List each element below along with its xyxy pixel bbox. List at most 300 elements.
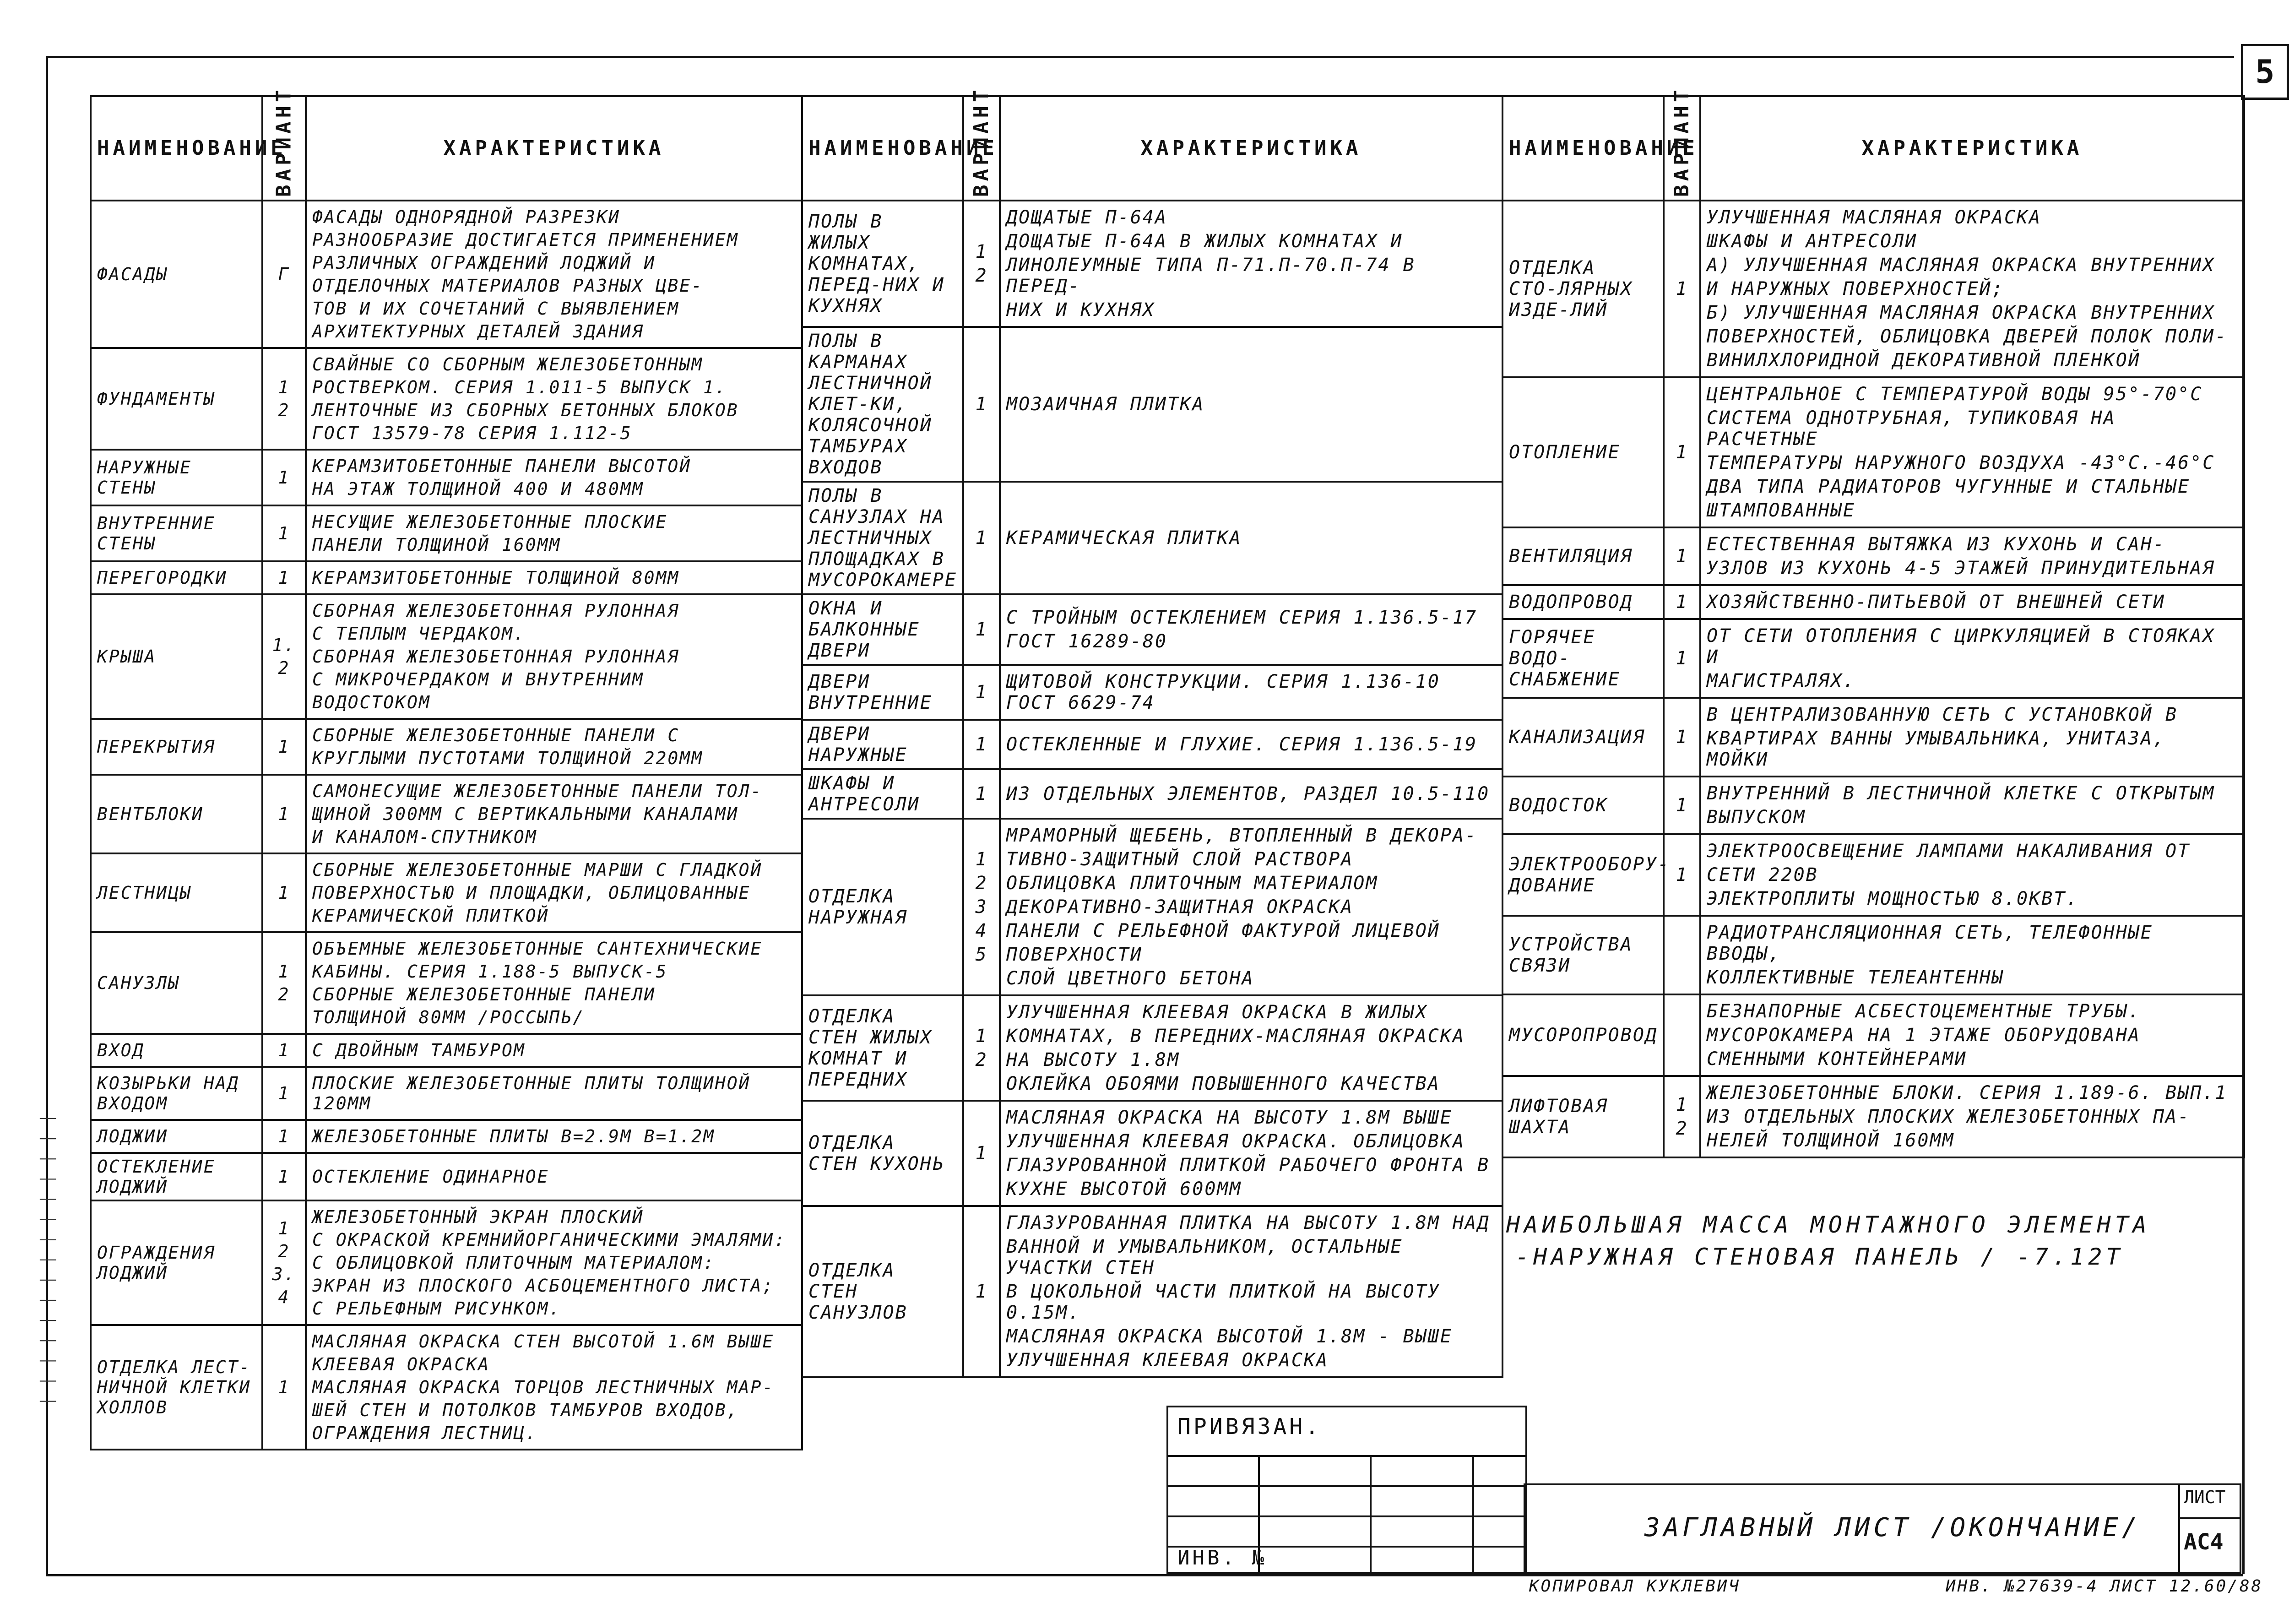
row-name: ВОДОПРОВОД [1502, 585, 1664, 619]
variant-value: 1 [1676, 795, 1688, 816]
row-name: ЛЕСТНИЦЫ [91, 853, 262, 932]
characteristic-line: САМОНЕСУЩИЕ ЖЕЛЕЗОБЕТОННЫЕ ПАНЕЛИ ТОЛ- [312, 781, 763, 801]
characteristic-line: УЛУЧШЕННАЯ КЛЕЕВАЯ ОКРАСКА В ЖИЛЫХ [1006, 1002, 1428, 1023]
characteristic-line: ВЫПУСКОМ [1707, 807, 1806, 828]
characteristic-line: ГОСТ 13579-78 СЕРИЯ 1.112-5 [312, 423, 632, 443]
characteristic-line: РАДИОТРАНСЛЯЦИОННАЯ СЕТЬ, ТЕЛЕФОННЫЕ ВВОДЫ, [1707, 922, 2153, 964]
characteristic-line: КУХНЕ ВЫСОТОЙ 600ММ [1006, 1179, 1242, 1200]
characteristic-line: СБОРНАЯ ЖЕЛЕЗОБЕТОННАЯ РУЛОННАЯ [312, 646, 680, 667]
variant-value: 1 [1676, 442, 1688, 463]
frame-bottom-line [46, 1574, 2243, 1576]
characteristic-line: СЛОЙ ЦВЕТНОГО БЕТОНА [1006, 968, 1254, 989]
title-block [1524, 1483, 2241, 1574]
row-variant [1664, 916, 1700, 994]
variant-value: 1 [1676, 278, 1688, 299]
characteristic-line: ВИНИЛХЛОРИДНОЙ ДЕКОРАТИВНОЙ ПЛЕНКОЙ [1707, 350, 2141, 371]
row-variant [1664, 377, 1700, 527]
row-variant [963, 482, 1000, 594]
characteristic-line: ЭКРАН ИЗ ПЛОСКОГО АСБОЦЕМЕНТНОГО ЛИСТА; [312, 1276, 775, 1296]
row-variant [963, 1206, 1000, 1377]
characteristic-line: ФАСАДЫ ОДНОРЯДНОЙ РАЗРЕЗКИ [312, 207, 620, 227]
table-row [1502, 994, 2244, 1076]
variant-value: 1 [975, 682, 988, 703]
header-variant: ВАРИАНТ [262, 96, 306, 201]
characteristic-line: КАБИНЫ. СЕРИЯ 1.188-5 ВЫПУСК-5 [312, 961, 668, 982]
row-variant [1664, 619, 1700, 698]
row-variant [963, 819, 1000, 995]
characteristic-line: СМЕННЫМИ КОНТЕЙНЕРАМИ [1707, 1048, 1967, 1070]
characteristic-line: И КАНАЛОМ-СПУТНИКОМ [312, 827, 537, 847]
row-characteristic [306, 853, 802, 932]
row-characteristic [306, 932, 802, 1034]
characteristic-line: ОСТЕКЛЕННЫЕ И ГЛУХИЕ. СЕРИЯ 1.136.5-19 [1006, 734, 1478, 755]
row-name: ВНУТРЕННИЕ СТЕНЫ [91, 505, 262, 561]
table-body [802, 201, 1502, 1377]
characteristic-line: МРАМОРНЫЙ ЩЕБЕНЬ, ВТОПЛЕННЫЙ В ДЕКОРА- [1006, 825, 1478, 846]
row-name: ФАСАДЫ [91, 201, 262, 348]
characteristic-line: МАСЛЯНАЯ ОКРАСКА СТЕН ВЫСОТОЙ 1.6М ВЫШЕ [312, 1331, 775, 1352]
table-row [1502, 916, 2244, 994]
row-characteristic [306, 348, 802, 450]
characteristic-line: С ОБЛИЦОВКОЙ ПЛИТОЧНЫМ МАТЕРИАЛОМ: [312, 1253, 715, 1273]
variant-value: 1 [1676, 592, 1688, 613]
characteristic-line: ЦЕНТРАЛЬНОЕ С ТЕМПЕРАТУРОЙ ВОДЫ 95°-70°С [1707, 384, 2203, 405]
row-characteristic [306, 775, 802, 853]
characteristic-line: СБОРНЫЕ ЖЕЛЕЗОБЕТОННЫЕ ПАНЕЛИ [312, 984, 656, 1005]
table-row [91, 594, 802, 719]
row-variant [963, 720, 1000, 769]
characteristic-line: МУСОРОКАМЕРА НА 1 ЭТАЖЕ ОБОРУДОВАНА [1707, 1025, 2141, 1046]
variant-value: 2 [975, 873, 988, 894]
stamp-grid-line [1168, 1485, 1525, 1487]
characteristic-line: НЕЛЕЙ ТОЛЩИНОЙ 160ММ [1707, 1130, 1955, 1151]
table-row [91, 348, 802, 450]
table-row [1502, 698, 2244, 777]
characteristic-line: ЛИНОЛЕУМНЫЕ ТИПА П-71.П-70.П-74 В ПЕРЕД- [1006, 255, 1416, 297]
stamp-title: ПРИВЯЗАН. [1177, 1414, 1322, 1439]
characteristic-line: ТОВ И ИХ СОЧЕТАНИЙ С ВЫЯВЛЕНИЕМ [312, 299, 680, 319]
row-name: КРЫША [91, 594, 262, 719]
row-characteristic [306, 719, 802, 775]
row-variant [1664, 777, 1700, 834]
stamp-inventory: ИНВ. № [1177, 1546, 1267, 1570]
spec-table-2 [801, 86, 1503, 1378]
characteristic-line: ЕСТЕСТВЕННАЯ ВЫТЯЖКА ИЗ КУХОНЬ И САН- [1707, 534, 2166, 555]
characteristic-line: АРХИТЕКТУРНЫХ ДЕТАЛЕЙ ЗДАНИЯ [312, 321, 644, 342]
characteristic-line: МАГИСТРАЛЯХ. [1707, 670, 1855, 691]
variant-value: 1 [1676, 546, 1688, 567]
characteristic-line: ПАНЕЛИ С РЕЛЬЕФНОЙ ФАКТУРОЙ ЛИЦЕВОЙ [1006, 920, 1440, 941]
characteristic-line: ЩИТОВОЙ КОНСТРУКЦИИ. СЕРИЯ 1.136-10 ГОСТ 6629-74 [1006, 671, 1440, 713]
row-characteristic [306, 594, 802, 719]
characteristic-line: ЭЛЕКТРОПЛИТЫ МОЩНОСТЬЮ 8.0КВТ. [1707, 888, 2079, 909]
row-variant [262, 505, 306, 561]
row-variant [1664, 994, 1700, 1076]
characteristic-line: ОТ СЕТИ ОТОПЛЕНИЯ С ЦИРКУЛЯЦИЕЙ В СТОЯКАХ И [1707, 625, 2215, 668]
characteristic-line: ПОВЕРХНОСТЕЙ, ОБЛИЦОВКА ДВЕРЕЙ ПОЛОК ПОЛИ- [1707, 326, 2228, 347]
variant-value: 1 [278, 523, 290, 543]
characteristic-line: РОСТВЕРКОМ. СЕРИЯ 1.011-5 ВЫПУСК 1. [312, 377, 727, 397]
row-characteristic [1000, 327, 1502, 482]
variant-value: 1 [278, 737, 290, 757]
variant-value: 1 [975, 394, 988, 415]
variant-value: 1 [1676, 1094, 1688, 1115]
characteristic-line: СБОРНЫЕ ЖЕЛЕЗОБЕТОННЫЕ МАРШИ С ГЛАДКОЙ [312, 860, 763, 880]
characteristic-line: КЛЕЕВАЯ ОКРАСКА [312, 1354, 490, 1374]
row-characteristic [1000, 819, 1502, 995]
variant-value: 1 [1676, 648, 1688, 669]
characteristic-line: ОБЪЕМНЫЕ ЖЕЛЕЗОБЕТОННЫЕ САНТЕХНИЧЕСКИЕ [312, 939, 763, 959]
characteristic-line: ДОЩАТЫЕ П-64А В ЖИЛЫХ КОМНАТАХ И [1006, 231, 1403, 252]
row-characteristic [306, 1034, 802, 1067]
characteristic-line: ЖЕЛЕЗОБЕТОННЫЕ БЛОКИ. СЕРИЯ 1.189-6. ВЫП.1 [1707, 1082, 2228, 1103]
characteristic-line: УЛУЧШЕННАЯ КЛЕЕВАЯ ОКРАСКА [1006, 1350, 1329, 1371]
variant-value: 1 [278, 1218, 290, 1238]
row-variant [963, 769, 1000, 819]
row-variant [963, 327, 1000, 482]
row-variant [1664, 1076, 1700, 1157]
characteristic-line: НА ВЫСОТУ 1.8М [1006, 1049, 1180, 1070]
table-row [91, 1153, 802, 1200]
variant-value: 1 [278, 377, 290, 397]
characteristic-line: СВАЙНЫЕ СО СБОРНЫМ ЖЕЛЕЗОБЕТОННЫМ [312, 354, 703, 375]
row-characteristic [306, 1325, 802, 1450]
sheet-code-cell [2178, 1485, 2240, 1572]
variant-value: 1 [278, 467, 290, 488]
table-row [91, 1120, 802, 1153]
row-name: ВЕНТБЛОКИ [91, 775, 262, 853]
row-variant [963, 594, 1000, 665]
header-characteristic: ХАРАКТЕРИСТИКА [1000, 96, 1502, 201]
characteristic-line: ДЕКОРАТИВНО-ЗАЩИТНАЯ ОКРАСКА [1006, 896, 1354, 918]
row-variant [963, 201, 1000, 327]
characteristic-line: СИСТЕМА ОДНОТРУБНАЯ, ТУПИКОВАЯ НА РАСЧЕТНЫЕ [1707, 407, 2116, 450]
table-row [91, 505, 802, 561]
characteristic-line: ТЕМПЕРАТУРЫ НАРУЖНОГО ВОЗДУХА -43°С.-46°С [1707, 452, 2215, 473]
characteristic-line: ТИВНО-ЗАЩИТНЫЙ СЛОЙ РАСТВОРА [1006, 849, 1354, 870]
row-variant [1664, 201, 1700, 377]
row-characteristic [1700, 834, 2244, 916]
row-characteristic [306, 450, 802, 505]
row-variant [262, 775, 306, 853]
variant-value: 2 [278, 400, 290, 420]
row-variant [1664, 834, 1700, 916]
row-characteristic [306, 1153, 802, 1200]
variant-value: 1 [278, 961, 290, 982]
row-characteristic [306, 201, 802, 348]
stamp-grid-line [1370, 1455, 1372, 1572]
variant-value: 2 [975, 265, 988, 286]
row-characteristic [1700, 201, 2244, 377]
table-row [802, 1101, 1502, 1206]
row-name: ЭЛЕКТРООБОРУ-ДОВАНИЕ [1502, 834, 1664, 916]
characteristic-line: С ОКРАСКОЙ КРЕМНИЙОРГАНИЧЕСКИМИ ЭМАЛЯМИ: [312, 1230, 787, 1250]
row-name: ОСТЕКЛЕНИЕ ЛОДЖИЙ [91, 1153, 262, 1200]
row-name: ПОЛЫ В ЖИЛЫХ КОМНАТАХ, ПЕРЕД-НИХ И КУХНЯХ [802, 201, 963, 327]
row-name: ОТДЕЛКА ЛЕСТ-НИЧНОЙ КЛЕТКИ ХОЛЛОВ [91, 1325, 262, 1450]
table-row [1502, 834, 2244, 916]
table-row [802, 769, 1502, 819]
row-variant [1664, 527, 1700, 585]
characteristic-line: С ТЕПЛЫМ ЧЕРДАКОМ. [312, 624, 526, 644]
note-line-1: НАИБОЛЬШАЯ МАССА МОНТАЖНОГО ЭЛЕМЕНТА [1506, 1211, 2151, 1238]
characteristic-line: ПАНЕЛИ ТОЛЩИНОЙ 160ММ [312, 535, 561, 555]
characteristic-line: ЖЕЛЕЗОБЕТОННЫЕ ПЛИТЫ В=2.9М В=1.2М [312, 1126, 715, 1146]
characteristic-line: ОТДЕЛОЧНЫХ МАТЕРИАЛОВ РАЗНЫХ ЦВЕ- [312, 276, 703, 296]
row-characteristic [1700, 994, 2244, 1076]
frame-top-line [46, 56, 2234, 58]
row-characteristic [306, 505, 802, 561]
characteristic-line: УЛУЧШЕННАЯ КЛЕЕВАЯ ОКРАСКА. ОБЛИЦОВКА [1006, 1131, 1465, 1152]
characteristic-line: СЕТИ 220В [1707, 864, 1818, 885]
table-row [91, 450, 802, 505]
row-characteristic [306, 1067, 802, 1120]
characteristic-line: КОМНАТАХ, В ПЕРЕДНИХ-МАСЛЯНАЯ ОКРАСКА [1006, 1026, 1465, 1047]
characteristic-line: ШЕЙ СТЕН И ПОТОЛКОВ ТАМБУРОВ ВХОДОВ, [312, 1400, 739, 1420]
row-variant [262, 1034, 306, 1067]
table-body [1502, 201, 2244, 1157]
variant-value: 1 [975, 734, 988, 755]
characteristic-line: РАЗЛИЧНЫХ ОГРАЖДЕНИЙ ЛОДЖИЙ И [312, 253, 656, 273]
row-variant [262, 594, 306, 719]
characteristic-line: КЕРАМИЧЕСКАЯ ПЛИТКА [1006, 527, 1242, 549]
characteristic-line: ОКЛЕЙКА ОБОЯМИ ПОВЫШЕННОГО КАЧЕСТВА [1006, 1073, 1440, 1094]
header-name: НАИМЕНОВАНИЕ [91, 96, 262, 201]
binding-stamp [1166, 1406, 1527, 1574]
table-row [1502, 527, 2244, 585]
variant-value: 1 [278, 883, 290, 903]
row-characteristic [1700, 527, 2244, 585]
note-line-2: -НАРУЖНАЯ СТЕНОВАЯ ПАНЕЛЬ / -7.12Т [1515, 1244, 2124, 1270]
table-row [91, 932, 802, 1034]
table-row [1502, 619, 2244, 698]
characteristic-line: В ЦЕНТРАЛИЗОВАННУЮ СЕТЬ С УСТАНОВКОЙ В [1707, 704, 2178, 725]
row-characteristic [1000, 720, 1502, 769]
row-name: КАНАЛИЗАЦИЯ [1502, 698, 1664, 777]
variant-value: 1 [975, 849, 988, 870]
row-variant [262, 1200, 306, 1325]
characteristic-line: ТОЛЩИНОЙ 80ММ /РОССЫПЬ/ [312, 1007, 585, 1027]
header-characteristic: ХАРАКТЕРИСТИКА [1700, 96, 2244, 201]
variant-value: Г [278, 264, 290, 284]
characteristic-line: В ЦОКОЛЬНОЙ ЧАСТИ ПЛИТКОЙ НА ВЫСОТУ 0.15М. [1006, 1281, 1440, 1323]
row-name: САНУЗЛЫ [91, 932, 262, 1034]
variant-value: 1 [1676, 727, 1688, 748]
row-name: ПОЛЫ В САНУЗЛАХ НА ЛЕСТНИЧНЫХ ПЛОЩАДКАХ В МУСОРОКАМЕРЕ [802, 482, 963, 594]
variant-value: 1 [278, 1167, 290, 1187]
header-characteristic: ХАРАКТЕРИСТИКА [306, 96, 802, 201]
row-name: ПОЛЫ В КАРМАНАХ ЛЕСТНИЧНОЙ КЛЕТ-КИ, КОЛЯСОЧНОЙ ТАМБУРАХ ВХОДОВ [802, 327, 963, 482]
table-row [802, 720, 1502, 769]
table-row [802, 995, 1502, 1101]
variant-value: 1 [278, 1040, 290, 1060]
header-name: НАИМЕНОВАНИЕ [802, 96, 963, 201]
characteristic-line: ЩИНОЙ 300ММ С ВЕРТИКАЛЬНЫМИ КАНАЛАМИ [312, 804, 739, 824]
heaviest-element-note [1506, 1209, 2151, 1273]
row-name: ШКАФЫ И АНТРЕСОЛИ [802, 769, 963, 819]
variant-value: 3. [272, 1264, 296, 1284]
characteristic-line: ПОВЕРХНОСТИ [1006, 944, 1143, 965]
row-name: ОГРАЖДЕНИЯ ЛОДЖИЙ [91, 1200, 262, 1325]
row-name: ВОДОСТОК [1502, 777, 1664, 834]
characteristic-line: С ДВОЙНЫМ ТАМБУРОМ [312, 1040, 526, 1060]
characteristic-line: ГОСТ 16289-80 [1006, 631, 1168, 652]
variant-value: 4 [975, 920, 988, 941]
characteristic-line: НА ЭТАЖ ТОЛЩИНОЙ 400 И 480ММ [312, 479, 644, 499]
characteristic-line: ЭЛЕКТРООСВЕЩЕНИЕ ЛАМПАМИ НАКАЛИВАНИЯ ОТ [1707, 841, 2191, 862]
variant-value: 1 [278, 568, 290, 588]
variant-value: 2 [278, 984, 290, 1005]
table-row [91, 853, 802, 932]
table-row [91, 1034, 802, 1067]
header-variant: ВАРИАНТ [963, 96, 1000, 201]
characteristic-line: С ТРОЙНЫМ ОСТЕКЛЕНИЕМ СЕРИЯ 1.136.5-17 [1006, 607, 1478, 628]
row-characteristic [1700, 1076, 2244, 1157]
characteristic-line: Б) УЛУЧШЕННАЯ МАСЛЯНАЯ ОКРАСКА ВНУТРЕННИХ [1707, 302, 2215, 323]
row-variant [963, 1101, 1000, 1206]
table-row [91, 1200, 802, 1325]
sheet-code: АС4 [2184, 1529, 2224, 1555]
characteristic-line: ДОЩАТЫЕ П-64А [1006, 207, 1168, 228]
variant-value: 1 [975, 1143, 988, 1164]
row-variant [963, 995, 1000, 1101]
row-name: ФУНДАМЕНТЫ [91, 348, 262, 450]
variant-value: 1. [272, 635, 296, 655]
row-characteristic [1700, 698, 2244, 777]
variant-value: 3 [975, 896, 988, 918]
row-characteristic [1700, 777, 2244, 834]
row-characteristic [306, 1200, 802, 1325]
row-variant [262, 348, 306, 450]
row-name: ОТДЕЛКА СТО-ЛЯРНЫХ ИЗДЕ-ЛИЙ [1502, 201, 1664, 377]
copied-by: КОПИРОВАЛ КУКЛЕВИЧ [1529, 1577, 1741, 1596]
table-body [91, 201, 802, 1450]
table-row [802, 201, 1502, 327]
row-name: МУСОРОПРОВОД [1502, 994, 1664, 1076]
row-variant [1664, 585, 1700, 619]
characteristic-line: СБОРНЫЕ ЖЕЛЕЗОБЕТОННЫЕ ПАНЕЛИ С [312, 725, 680, 745]
characteristic-line: КЕРАМИЧЕСКОЙ ПЛИТКОЙ [312, 906, 549, 926]
characteristic-line: ЖЕЛЕЗОБЕТОННЫЙ ЭКРАН ПЛОСКИЙ [312, 1207, 644, 1227]
characteristic-line: ВОДОСТОКОМ [312, 692, 431, 712]
table-row [802, 327, 1502, 482]
row-name: ОТОПЛЕНИЕ [1502, 377, 1664, 527]
characteristic-line: КРУГЛЫМИ ПУСТОТАМИ ТОЛЩИНОЙ 220ММ [312, 748, 703, 768]
characteristic-line: МАСЛЯНАЯ ОКРАСКА ТОРЦОВ ЛЕСТНИЧНЫХ МАР- [312, 1377, 775, 1397]
sheet-cell-divider [2180, 1517, 2240, 1519]
row-characteristic [1000, 201, 1502, 327]
table-row [802, 594, 1502, 665]
variant-value: 1 [975, 783, 988, 804]
variant-value: 2 [975, 1049, 988, 1070]
characteristic-line: ОГРАЖДЕНИЯ ЛЕСТНИЦ. [312, 1423, 537, 1443]
row-name: ЛИФТОВАЯ ШАХТА [1502, 1076, 1664, 1157]
table-row [802, 482, 1502, 594]
variant-value: 1 [975, 1026, 988, 1047]
characteristic-line: БЕЗНАПОРНЫЕ АСБЕСТОЦЕМЕНТНЫЕ ТРУБЫ. [1707, 1001, 2141, 1022]
row-characteristic [1000, 769, 1502, 819]
characteristic-line: НЕСУЩИЕ ЖЕЛЕЗОБЕТОННЫЕ ПЛОСКИЕ [312, 512, 668, 532]
stamp-grid-line [1472, 1455, 1474, 1572]
margin-binding-strip: │ │ │ │ │ │ │ │ │ │ │ │ │ │ │ [40, 1113, 56, 1406]
row-name: ЛОДЖИИ [91, 1120, 262, 1153]
row-variant [262, 1067, 306, 1120]
characteristic-line: ИЗ ОТДЕЛЬНЫХ ЭЛЕМЕНТОВ, РАЗДЕЛ 10.5-110 [1006, 783, 1490, 804]
spec-table-3 [1502, 86, 2245, 1158]
variant-value: 2 [1676, 1118, 1688, 1139]
characteristic-line: ПЛОСКИЕ ЖЕЛЕЗОБЕТОННЫЕ ПЛИТЫ ТОЛЩИНОЙ 120ММ [312, 1073, 751, 1113]
variant-value: 1 [278, 1126, 290, 1146]
row-variant [262, 1325, 306, 1450]
table-row [1502, 201, 2244, 377]
characteristic-line: МАСЛЯНАЯ ОКРАСКА НА ВЫСОТУ 1.8М ВЫШЕ [1006, 1107, 1453, 1128]
characteristic-line: ГЛАЗУРОВАННОЙ ПЛИТКОЙ РАБОЧЕГО ФРОНТА В [1006, 1155, 1490, 1176]
variant-value: 1 [278, 1377, 290, 1397]
variant-value: 1 [975, 1281, 988, 1302]
characteristic-line: С РЕЛЬЕФНЫМ РИСУНКОМ. [312, 1298, 561, 1319]
characteristic-line: ОБЛИЦОВКА ПЛИТОЧНЫМ МАТЕРИАЛОМ [1006, 873, 1378, 894]
stamp-grid-line [1168, 1515, 1525, 1517]
characteristic-line: ОСТЕКЛЕНИЕ ОДИНАРНОЕ [312, 1167, 549, 1187]
characteristic-line: ЛЕНТОЧНЫЕ ИЗ СБОРНЫХ БЕТОННЫХ БЛОКОВ [312, 400, 739, 420]
characteristic-line: ВАННОЙ И УМЫВАЛЬНИКОМ, ОСТАЛЬНЫЕ УЧАСТКИ СТЕН [1006, 1236, 1403, 1278]
row-characteristic [1700, 377, 2244, 527]
table-row [91, 1067, 802, 1120]
characteristic-line: ШКАФЫ И АНТРЕСОЛИ [1707, 231, 1918, 252]
row-variant [262, 1153, 306, 1200]
variant-value: 2 [278, 658, 290, 678]
table-row [802, 665, 1502, 720]
row-characteristic [1000, 1206, 1502, 1377]
characteristic-line: УЗЛОВ ИЗ КУХОНЬ 4-5 ЭТАЖЕЙ ПРИНУДИТЕЛЬНАЯ [1707, 558, 2215, 579]
table-row [1502, 1076, 2244, 1157]
row-variant [262, 1120, 306, 1153]
characteristic-line: КЕРАМЗИТОБЕТОННЫЕ ТОЛЩИНОЙ 80ММ [312, 568, 680, 588]
variant-value: 5 [975, 944, 988, 965]
table-row [91, 1325, 802, 1450]
characteristic-line: УЛУЧШЕННАЯ МАСЛЯНАЯ ОКРАСКА [1707, 207, 2042, 228]
characteristic-line: А) УЛУЧШЕННАЯ МАСЛЯНАЯ ОКРАСКА ВНУТРЕННИХ [1707, 255, 2215, 276]
characteristic-line: СБОРНАЯ ЖЕЛЕЗОБЕТОННАЯ РУЛОННАЯ [312, 601, 680, 621]
row-name: ГОРЯЧЕЕ ВОДО-СНАБЖЕНИЕ [1502, 619, 1664, 698]
variant-value: 1 [975, 527, 988, 549]
table-row [91, 201, 802, 348]
row-name: ДВЕРИ ВНУТРЕННИЕ [802, 665, 963, 720]
table-row [91, 719, 802, 775]
characteristic-line: С МИКРОЧЕРДАКОМ И ВНУТРЕННИМ [312, 669, 644, 690]
table-row [1502, 377, 2244, 527]
row-variant [262, 853, 306, 932]
row-characteristic [306, 561, 802, 594]
characteristic-line: МОЗАИЧНАЯ ПЛИТКА [1006, 394, 1205, 415]
row-variant [262, 561, 306, 594]
characteristic-line: ИЗ ОТДЕЛЬНЫХ ПЛОСКИХ ЖЕЛЕЗОБЕТОННЫХ ПА- [1707, 1106, 2191, 1127]
row-variant [262, 201, 306, 348]
sheet-title: ЗАГЛАВНЫЙ ЛИСТ /ОКОНЧАНИЕ/ [1644, 1513, 2141, 1543]
table-row [802, 819, 1502, 995]
row-name: НАРУЖНЫЕ СТЕНЫ [91, 450, 262, 505]
sheet-label: ЛИСТ [2184, 1487, 2226, 1507]
characteristic-line: КОЛЛЕКТИВНЫЕ ТЕЛЕАНТЕННЫ [1707, 967, 2004, 988]
stamp-grid-line [1168, 1455, 1525, 1457]
row-variant [262, 719, 306, 775]
row-name: ОТДЕЛКА НАРУЖНАЯ [802, 819, 963, 995]
row-characteristic [1000, 594, 1502, 665]
characteristic-line: НИХ И КУХНЯХ [1006, 299, 1155, 320]
row-variant [1664, 698, 1700, 777]
characteristic-line: И НАРУЖНЫХ ПОВЕРХНОСТЕЙ; [1707, 278, 2004, 299]
variant-value: 1 [975, 241, 988, 262]
